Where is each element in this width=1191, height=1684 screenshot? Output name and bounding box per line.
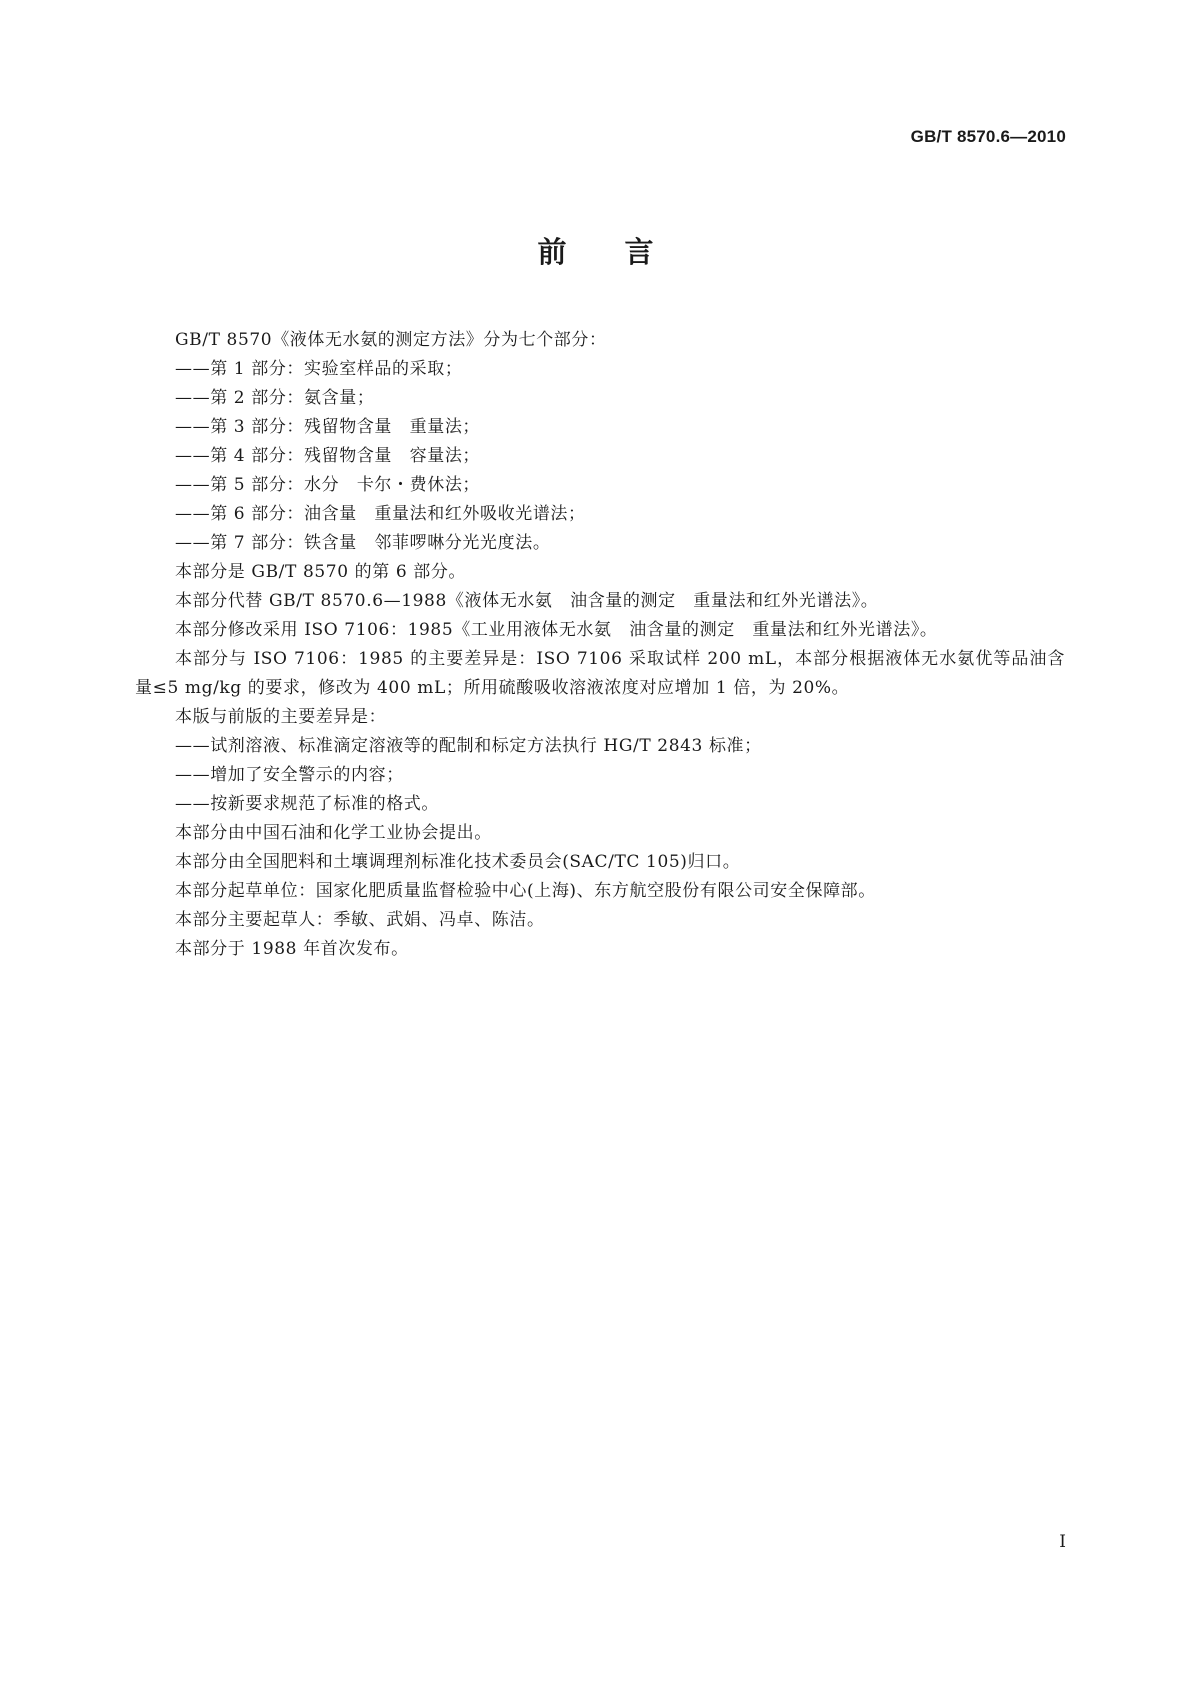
list-item-part-5: ——第 5 部分：水分 卡尔・费休法； [175,475,481,495]
paragraph-drafters: 本部分主要起草人：季敏、武娟、冯卓、陈洁。 [175,910,545,930]
paragraph-centralized-by: 本部分由全国肥料和土壤调理剂标准化技术委员会(SAC/TC 105)归口。 [175,852,741,872]
list-item-change-3: ——按新要求规范了标准的格式。 [175,794,439,814]
paragraph-intro: GB/T 8570《液体无水氨的测定方法》分为七个部分： [175,330,607,350]
list-item-part-6: ——第 6 部分：油含量 重量法和红外吸收光谱法； [175,504,586,524]
paragraph-adopts: 本部分修改采用 ISO 7106：1985《工业用液体无水氨 油含量的测定 重量法和红外光谱法》。 [175,620,938,640]
paragraph-part-statement: 本部分是 GB/T 8570 的第 6 部分。 [175,562,467,582]
list-item-part-4: ——第 4 部分：残留物含量 容量法； [175,446,481,466]
foreword-body [135,326,1065,964]
paragraph-first-issued: 本部分于 1988 年首次发布。 [175,939,409,959]
standard-code: GB/T 8570.6—2010 [910,127,1066,146]
list-item-part-2: ——第 2 部分：氨含量； [175,388,375,408]
list-item-part-1: ——第 1 部分：实验室样品的采取； [175,359,463,379]
list-item-change-1: ——试剂溶液、标准滴定溶液等的配制和标定方法执行 HG/T 2843 标准； [175,736,762,756]
page-number: I [1059,1532,1066,1552]
paragraph-proposed-by: 本部分由中国石油和化学工业协会提出。 [175,823,492,843]
paragraph-changes-heading: 本版与前版的主要差异是： [175,707,387,727]
paragraph-differences-iso: 本部分与 ISO 7106：1985 的主要差异是：ISO 7106 采取试样 200 mL，本部分根据液体无水氨优等品油含量≤5 mg/kg 的要求，修改为 400 mL；所用硫酸吸收溶液浓度对应增加 1 倍，为 20%。 [135,649,1065,698]
list-item-part-3: ——第 3 部分：残留物含量 重量法； [175,417,481,437]
list-item-change-2: ——增加了安全警示的内容； [175,765,404,785]
paragraph-replaces: 本部分代替 GB/T 8570.6—1988《液体无水氨 油含量的测定 重量法和红外光谱法》。 [175,591,879,611]
paragraph-drafting-units: 本部分起草单位：国家化肥质量监督检验中心(上海)、东方航空股份有限公司安全保障部。 [175,881,876,901]
list-item-part-7: ——第 7 部分：铁含量 邻菲啰啉分光光度法。 [175,533,551,553]
page-title: 前言 [537,235,712,269]
